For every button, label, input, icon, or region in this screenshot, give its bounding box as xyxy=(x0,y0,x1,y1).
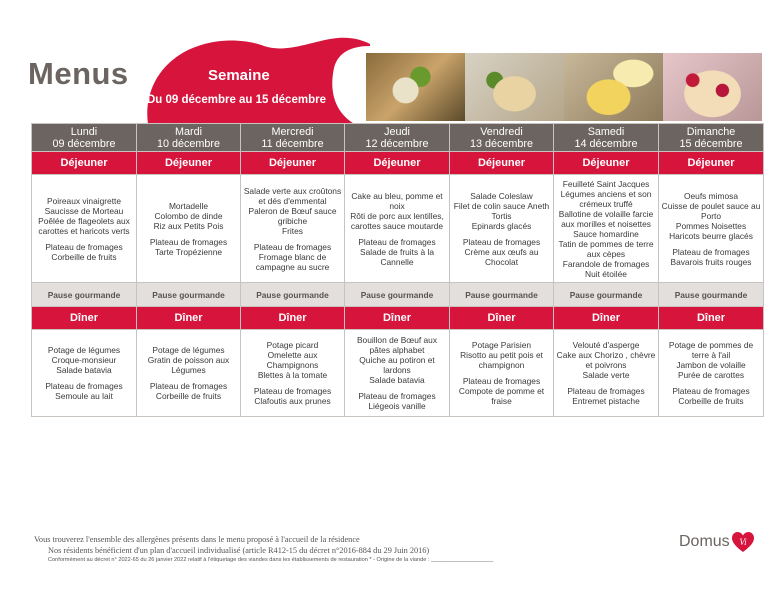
lunch-label-cell: Déjeuner xyxy=(450,152,554,175)
dish-item: Salade verte aux croûtons et dés d'emmental xyxy=(243,185,342,206)
food-photo-verrine xyxy=(366,53,465,121)
day-name: Mercredi xyxy=(271,126,314,138)
dish-item: Sauce homardine xyxy=(573,228,639,239)
day-header-cell xyxy=(554,124,659,152)
dish-item: Ballotine de volaille farcie aux morilles et noisettes xyxy=(558,208,654,229)
food-photo-strip xyxy=(366,53,762,121)
day-date: 13 décembre xyxy=(469,138,534,150)
day-name: Jeudi xyxy=(384,126,410,138)
dish-item: Salade Coleslaw xyxy=(470,190,533,201)
dish-item: Salade batavia xyxy=(56,365,112,375)
dish-item: Salade de fruits à la Cannelle xyxy=(359,246,435,267)
dish-item: Potage de légumes xyxy=(47,345,121,355)
dish-item: Potage de pommes de terre à l'ail xyxy=(668,340,754,360)
dish-item: Plateau de fromages xyxy=(462,376,541,386)
pause-cell: Pause gourmande xyxy=(659,283,764,307)
lunch-cell xyxy=(345,175,450,283)
lunch-label-row xyxy=(32,152,764,175)
day-name: Vendredi xyxy=(480,126,523,138)
lunch-label-cell: Déjeuner xyxy=(345,152,450,175)
dish-item: Plateau de fromages xyxy=(462,236,541,247)
pause-cell: Pause gourmande xyxy=(32,283,137,307)
dish-item: Plateau de fromages xyxy=(672,246,750,257)
lunch-cell xyxy=(659,175,764,283)
dinner-label-row xyxy=(32,307,764,330)
day-date: 11 décembre xyxy=(261,138,324,150)
day-date: 10 décembre xyxy=(156,138,221,150)
lunch-label-cell: Déjeuner xyxy=(554,152,659,175)
pause-cell: Pause gourmande xyxy=(450,283,554,307)
dinner-label-cell: Dîner xyxy=(32,307,137,330)
dish-item: Risotto au petit pois et champignon xyxy=(460,350,543,370)
dish-item: Salade batavia xyxy=(369,375,425,385)
day-header-cell xyxy=(137,124,241,152)
dish-item: Potage Parisien xyxy=(471,340,532,350)
dinner-dishes-row xyxy=(32,330,764,417)
lunch-cell xyxy=(241,175,345,283)
dish-item: Farandole de fromages xyxy=(562,258,650,269)
dish-item: Bouillon de Bœuf aux pâtes alphabet xyxy=(356,335,438,355)
day-name: Dimanche xyxy=(686,126,736,138)
dish-item: Quiche au potiron et lardons xyxy=(359,355,435,375)
food-photo-pasta xyxy=(465,53,564,121)
dish-item: Jambon de volaille xyxy=(676,360,746,370)
dish-item: Plateau de fromages xyxy=(358,391,436,401)
dish-item: Plateau de fromages xyxy=(45,241,123,252)
lunch-cell xyxy=(137,175,241,283)
day-name: Mardi xyxy=(175,126,202,138)
week-label: Semaine xyxy=(208,67,270,84)
dish-item: Purée de carottes xyxy=(677,370,745,380)
pause-cell: Pause gourmande xyxy=(345,283,450,307)
day-date: 14 décembre xyxy=(574,138,638,150)
dish-item: Mortadelle xyxy=(168,200,209,211)
dish-item: Omelette aux Champignons xyxy=(266,350,319,370)
lunch-label-cell: Déjeuner xyxy=(659,152,764,175)
dish-item: Epinards glacés xyxy=(471,220,532,231)
footer-allergens-note: Vous trouverez l'ensemble des allergènes présents dans le menu proposé à l'accueil de la résidence xyxy=(34,535,360,544)
day-name: Lundi xyxy=(70,126,98,138)
dish-item: Fromage blanc de campagne au sucre xyxy=(255,251,330,272)
dish-item: Feuilleté Saint Jacques xyxy=(562,178,650,189)
week-dates: Du 09 décembre au 15 décembre xyxy=(147,94,326,106)
dish-item: Corbeille de fruits xyxy=(51,251,117,262)
day-header-row xyxy=(32,124,764,152)
dinner-label-cell: Dîner xyxy=(554,307,659,330)
dish-item: Plateau de fromages xyxy=(253,241,332,252)
lunch-label-cell: Déjeuner xyxy=(137,152,241,175)
dinner-cell xyxy=(32,330,137,417)
lunch-cell xyxy=(32,175,137,283)
dish-item: Oeufs mimosa xyxy=(684,190,738,201)
dish-item: Liégeois vanille xyxy=(368,401,426,411)
pause-cell: Pause gourmande xyxy=(241,283,345,307)
day-name: Samedi xyxy=(587,126,625,138)
dinner-label-cell: Dîner xyxy=(659,307,764,330)
dinner-label-cell: Dîner xyxy=(345,307,450,330)
dish-item: Frites xyxy=(282,225,303,236)
dish-item: Colombo de dinde xyxy=(154,210,223,221)
lunch-cell xyxy=(554,175,659,283)
dinner-cell xyxy=(554,330,659,417)
day-header-cell xyxy=(450,124,554,152)
day-date: 09 décembre xyxy=(52,138,116,150)
heart-logo-icon xyxy=(731,531,755,553)
dish-item: Rôti de porc aux lentilles, carottes sauce moutarde xyxy=(350,210,444,231)
pause-cell: Pause gourmande xyxy=(554,283,659,307)
dinner-cell xyxy=(450,330,554,417)
dish-item: Corbeille de fruits xyxy=(678,396,744,406)
dish-item: Salade verte xyxy=(582,370,630,380)
day-header-cell xyxy=(241,124,345,152)
page-title: Menus xyxy=(28,56,129,91)
dish-item: Entremet pistache xyxy=(572,396,640,406)
dish-item: Plateau de fromages xyxy=(149,236,228,247)
footer-plan-note: Nos résidents bénéficient d'un plan d'accueil individualisé (article R412-15 du décret n°2016-884 du 29 Juin 2016) xyxy=(48,546,430,555)
dish-item: Velouté d'asperge xyxy=(572,340,640,350)
dish-item: Clafoutis aux prunes xyxy=(254,396,331,406)
day-date: 12 décembre xyxy=(365,138,429,150)
dinner-cell xyxy=(659,330,764,417)
dish-item: Tortis xyxy=(491,210,512,221)
dish-item: Légumes anciens et son crémeux truffé xyxy=(560,188,652,209)
dish-item: Blettes à la tomate xyxy=(257,370,328,380)
dish-item: Potage de légumes xyxy=(152,345,225,355)
dinner-label-cell: Dîner xyxy=(450,307,554,330)
dish-item: Filet de colin sauce Aneth xyxy=(453,200,550,211)
dish-item: Riz aux Petits Pois xyxy=(153,220,224,231)
dinner-cell xyxy=(241,330,345,417)
dish-item: Nuit étoilée xyxy=(585,268,627,279)
lunch-label-cell: Déjeuner xyxy=(32,152,137,175)
dish-item: Haricots beurre glacés xyxy=(669,230,753,241)
lunch-cell xyxy=(450,175,554,283)
dish-item: Tatin de pommes de terre aux cèpes xyxy=(558,238,654,259)
dinner-label-cell: Dîner xyxy=(241,307,345,330)
dish-item: Pommes Noisettes xyxy=(675,220,747,231)
dish-item: Poêlée de flageolets aux carottes et haricots verts xyxy=(38,215,130,236)
footer-decree-note: Conformément au décret n° 2022-65 du 26 janvier 2022 relatif à l'étiquetage des viandes dans les établissements de restauration * - Origine de la viande : ____________________ xyxy=(48,557,494,563)
dish-item: Plateau de fromages xyxy=(253,386,332,396)
dish-item: Gratin de poisson aux Légumes xyxy=(147,355,230,375)
dish-item: Croque-monsieur xyxy=(51,355,117,365)
dish-item: Potage picard xyxy=(266,340,319,350)
dish-item: Tarte Tropézienne xyxy=(154,246,223,257)
dish-item: Cake aux Chorizo , chèvre et poivrons xyxy=(556,350,656,370)
pause-cell: Pause gourmande xyxy=(137,283,241,307)
food-photo-tart xyxy=(663,53,762,121)
dinner-cell xyxy=(345,330,450,417)
food-photo-cheese xyxy=(564,53,663,121)
lunch-label-cell: Déjeuner xyxy=(241,152,345,175)
dinner-label-cell: Dîner xyxy=(137,307,241,330)
pause-row xyxy=(32,283,764,307)
dish-item: Corbeille de fruits xyxy=(155,391,222,401)
dish-item: Poireaux vinaigrette xyxy=(46,195,122,206)
dish-item: Plateau de fromages xyxy=(672,386,750,396)
logo-mark-letters: Vi xyxy=(739,537,747,547)
day-header-cell xyxy=(659,124,764,152)
logo-text: Domus xyxy=(679,533,730,550)
dish-item: Plateau de fromages xyxy=(567,386,645,396)
day-date: 15 décembre xyxy=(679,138,743,150)
dish-item: Plateau de fromages xyxy=(45,381,123,391)
dinner-cell xyxy=(137,330,241,417)
dish-item: Paleron de Bœuf sauce gribiche xyxy=(248,205,337,226)
day-header-cell xyxy=(345,124,450,152)
dish-item: Cake au bleu, pomme et noix xyxy=(351,190,443,211)
dish-item: Plateau de fromages xyxy=(358,236,436,247)
lunch-dishes-row xyxy=(32,175,764,283)
dish-item: Cuisse de poulet sauce au Porto xyxy=(661,200,761,221)
dish-item: Crème aux œufs au Chocolat xyxy=(464,246,539,267)
dish-item: Saucisse de Morteau xyxy=(44,205,124,216)
dish-item: Bavarois fruits rouges xyxy=(670,256,752,267)
dish-item: Plateau de fromages xyxy=(149,381,228,391)
day-header-cell xyxy=(32,124,137,152)
menu-table xyxy=(31,123,764,417)
domusvi-logo xyxy=(679,531,755,553)
dish-item: Semoule au lait xyxy=(55,391,113,401)
dish-item: Compote de pomme et fraise xyxy=(458,386,545,406)
